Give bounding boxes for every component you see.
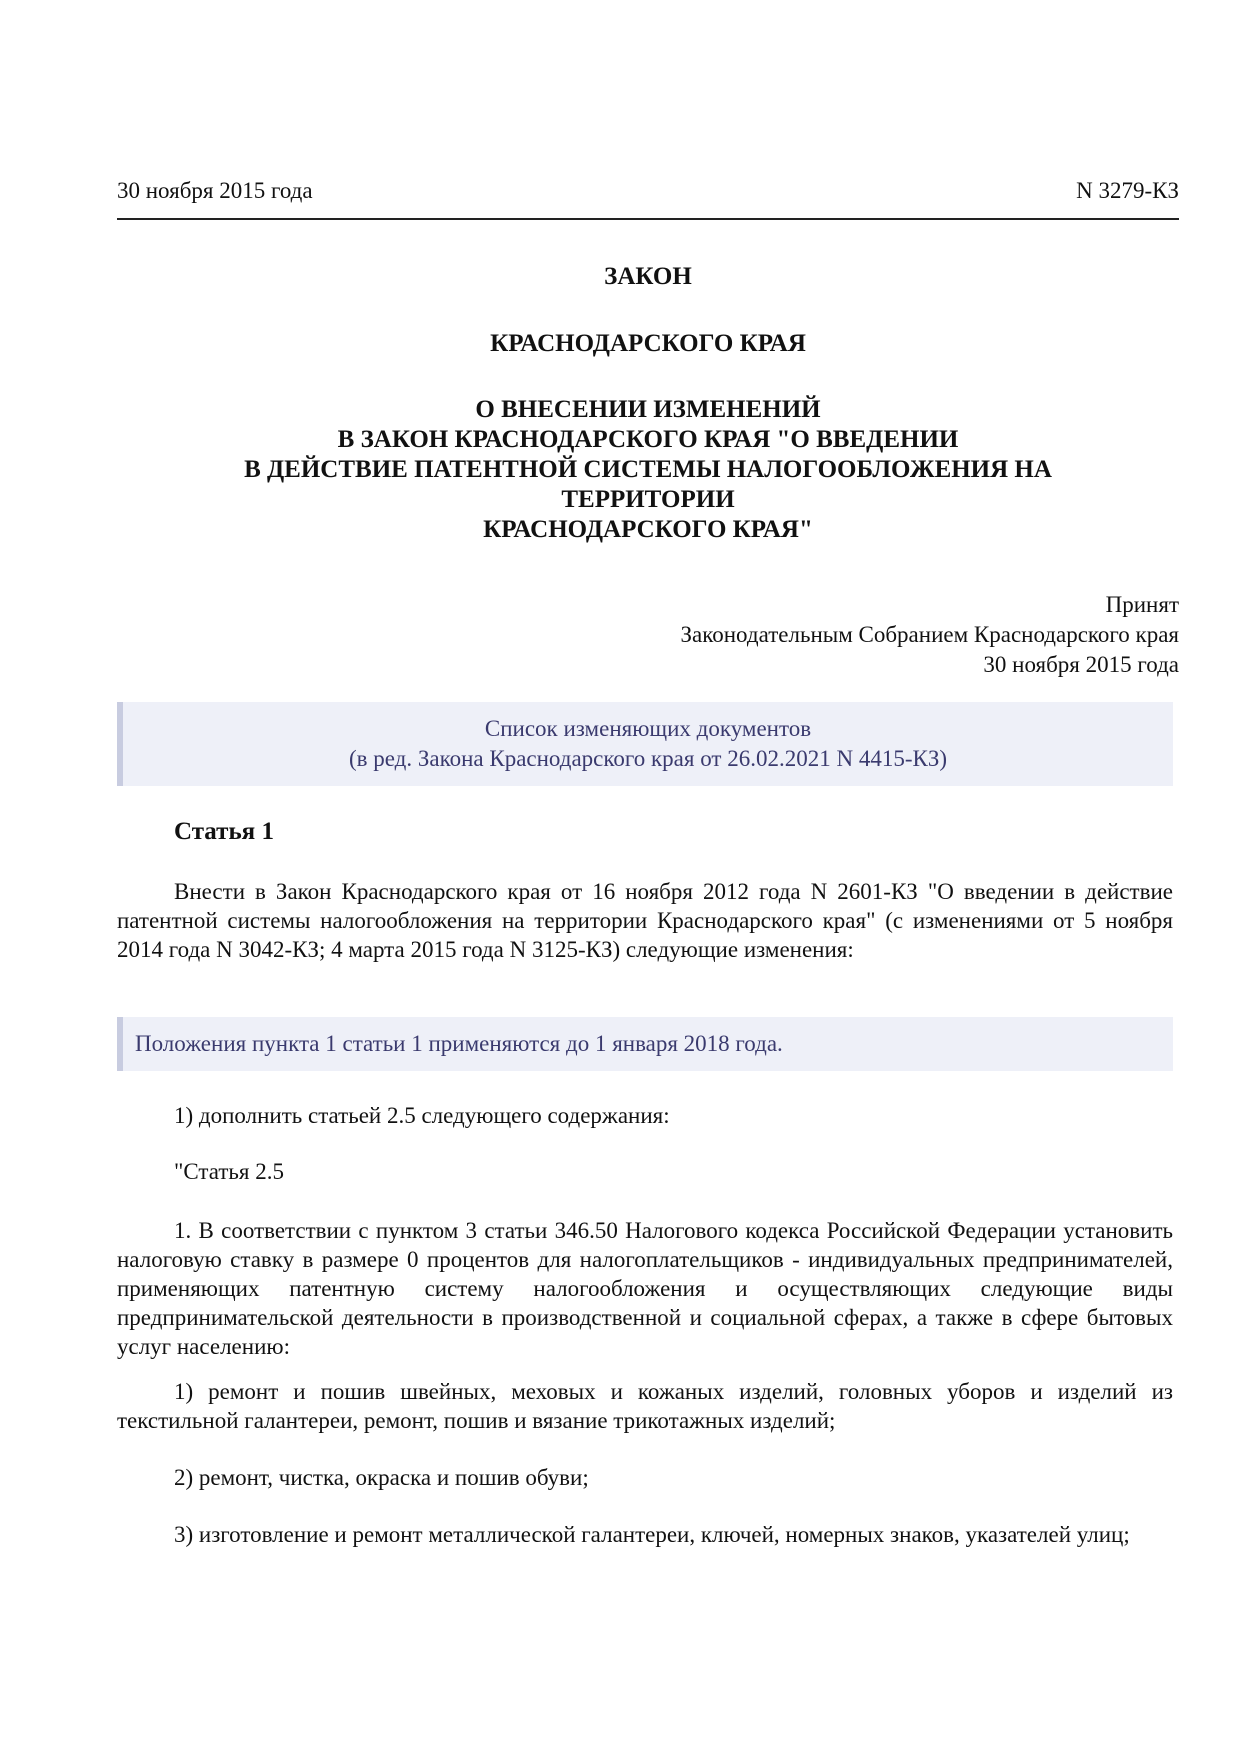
changes-list-link[interactable]: (в ред. Закона Краснодарского края от 26.02.2021 N 4415-КЗ) (348, 746, 948, 771)
changes-list-box (117, 702, 1173, 786)
title-subject-line: КРАСНОДАРСКОГО КРАЯ" (483, 516, 813, 543)
adoption-body: Законодательным Собранием Краснодарского края (680, 622, 1179, 647)
changes-list-title: Список изменяющих документов (484, 716, 812, 741)
title-subject-line: В ЗАКОН КРАСНОДАРСКОГО КРАЯ "О ВВЕДЕНИИ (337, 426, 959, 453)
title-law: ЗАКОН (604, 263, 692, 290)
article-2-5-item-1: 1. В соответствии с пунктом 3 статьи 346.50 Налогового кодекса Российской Федерации установить налоговую ставку в размере 0 процентов для налогоплательщиков - индивидуальных предпринимателей, применяющих патентную систему налогообложения и осуществляющих следующие виды предпринимательской деятельности в производственной и социальной сферах, а также в сфере бытовых услуг населению: (117, 1218, 1173, 1359)
title-region: КРАСНОДАРСКОГО КРАЯ (490, 330, 806, 357)
title-subject-line: О ВНЕСЕНИИ ИЗМЕНЕНИЙ (475, 396, 821, 423)
adoption-label: Принят (1105, 592, 1179, 617)
applicability-note: Положения пункта 1 статьи 1 применяются до 1 января 2018 года. (117, 1017, 1173, 1071)
adoption-info (681, 590, 1179, 680)
article-2-5-heading: "Статья 2.5 (174, 1159, 284, 1184)
title-subject (117, 395, 1179, 545)
point-1: 1) дополнить статьей 2.5 следующего содержания: (174, 1103, 670, 1128)
subitem-2: 2) ремонт, чистка, окраска и пошив обуви; (174, 1465, 589, 1490)
title-subject-line: В ДЕЙСТВИЕ ПАТЕНТНОЙ СИСТЕМЫ НАЛОГООБЛОЖЕНИЯ НА (244, 456, 1052, 483)
title-subject-line: ТЕРРИТОРИИ (561, 486, 735, 513)
article-1-heading: Статья 1 (174, 818, 274, 845)
article-1-intro: Внести в Закон Краснодарского края от 16 ноября 2012 года N 2601-КЗ "О введении в действие патентной системы налогообложения на территории Краснодарского края" (с изменениями от 5 ноября 2014 года N 3042-КЗ; 4 марта 2015 года N 3125-КЗ) следующие изменения: (117, 879, 1173, 962)
document-header (117, 178, 1179, 220)
subitem-3: 3) изготовление и ремонт металлической галантереи, ключей, номерных знаков, указателей улиц; (174, 1522, 1130, 1547)
law-date: 30 ноября 2015 года (117, 178, 313, 203)
adoption-date: 30 ноября 2015 года (983, 652, 1179, 677)
subitem-1: 1) ремонт и пошив швейных, меховых и кожаных изделий, головных уборов и изделий из текстильной галантереи, ремонт, пошив и вязание трикотажных изделий; (117, 1379, 1173, 1433)
law-number: N 3279-КЗ (1076, 178, 1179, 203)
